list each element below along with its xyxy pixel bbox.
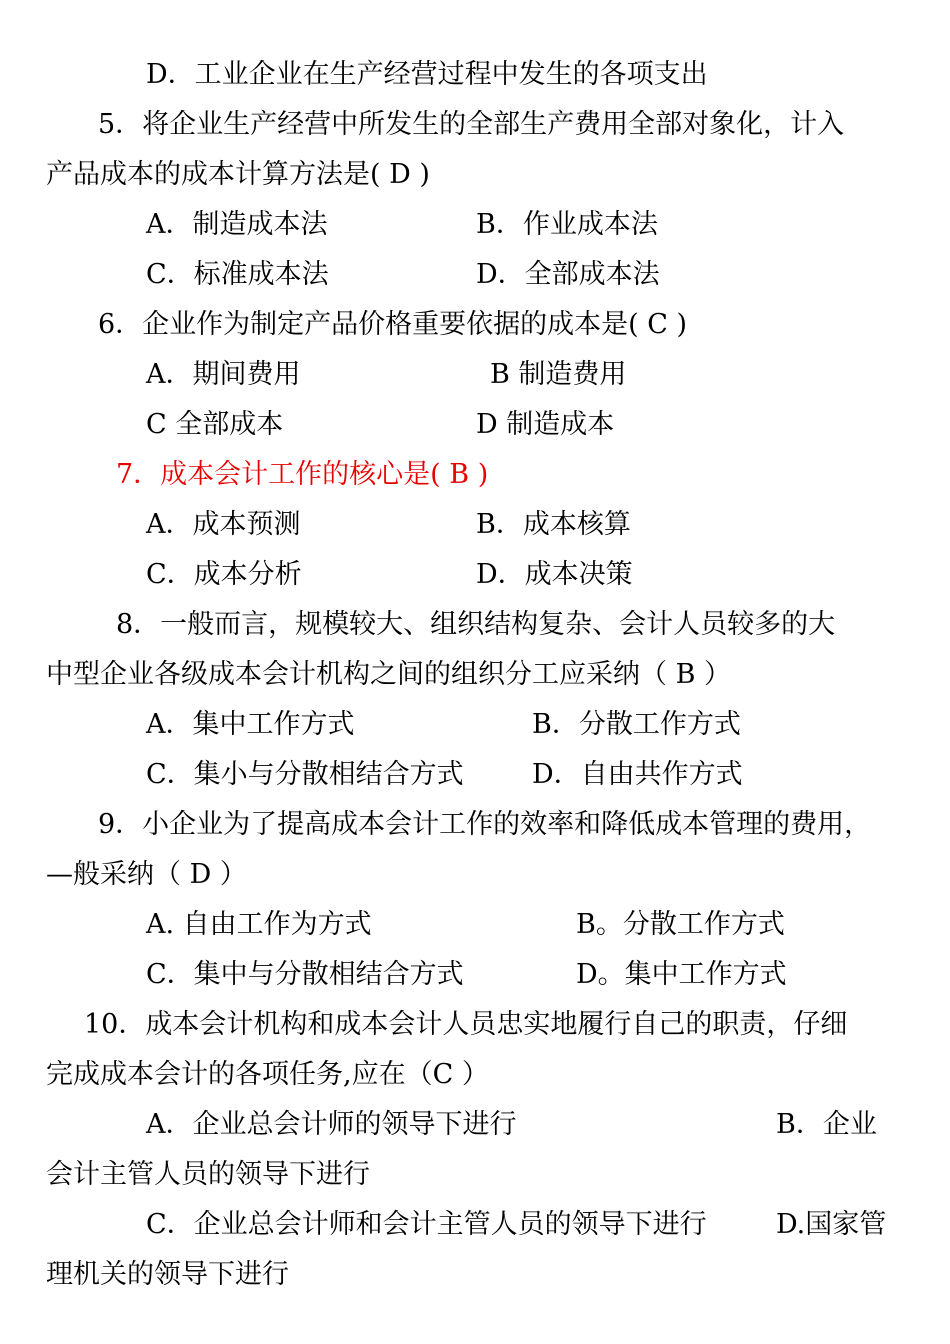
question-9-stem-line1: 9．小企业为了提高成本会计工作的效率和降低成本管理的费用， [98,809,872,840]
question-10-option-c: C．企业总会计师和会计主管人员的领导下进行 [146,1209,707,1240]
question-5-stem-line1: 5．将企业生产经营中所发生的全部生产费用全部对象化，计入 [98,109,845,140]
question-7-stem-line1: 7．成本会计工作的核心是( B ) [116,459,489,490]
question-10-option-b: B．企业 [776,1109,877,1140]
question-6-option-b: B 制造费用 [490,359,627,390]
question-7-option-d: D．成本决策 [476,559,633,590]
question-10-option-b-cont: 会计主管人员的领导下进行 [46,1159,370,1190]
question-6-option-d: D 制造成本 [476,409,615,440]
question-7-option-a: A．成本预测 [146,509,301,540]
question-8-option-d: D．自由共作方式 [532,759,743,790]
question-7-option-c: C．成本分析 [146,559,302,590]
question-5-option-a: A．制造成本法 [146,209,328,240]
question-6-option-a: A．期间费用 [146,359,301,390]
question-9-option-d: D。集中工作方式 [576,959,787,990]
question-7-option-b: B．成本核算 [476,509,631,540]
question-6-option-c: C 全部成本 [146,409,284,440]
question-5-option-d: D．全部成本法 [476,259,660,290]
question-8-option-b: B．分散工作方式 [532,709,741,740]
question-6-stem-line1: 6．企业作为制定产品价格重要依据的成本是( C ) [98,309,688,340]
question-5-stem-line2: 产品成本的成本计算方法是( D ) [46,159,430,190]
question-9-option-c: C．集中与分散相结合方式 [146,959,464,990]
question-8-stem-line1: 8．一般而言，规模较大、组织结构复杂、会计人员较多的大 [116,609,836,640]
question-8-option-c: C．集小与分散相结合方式 [146,759,464,790]
question-5-option-c: C．标准成本法 [146,259,329,290]
question-9-option-b: B。分散工作方式 [576,909,785,940]
question-8-stem-line2: 中型企业各级成本会计机构之间的组织分工应采纳（ B ） [46,659,732,690]
question-10-option-d: D.国家管 [776,1209,887,1240]
option-d-previous: D．工业企业在生产经营过程中发生的各项支出 [146,59,708,90]
question-10-stem-line1: 10．成本会计机构和成本会计人员忠实地履行自己的职责，仔细 [84,1009,848,1040]
question-9-stem-line2: —般采纳（ D ） [46,859,247,890]
question-5-option-b: B．作业成本法 [476,209,658,240]
question-8-option-a: A．集中工作方式 [146,709,355,740]
question-10-stem-line2: 完成成本会计的各项任务,应在（C ） [46,1059,489,1090]
question-9-option-a: A. 自由工作为方式 [146,909,372,940]
question-10-option-a: A．企业总会计师的领导下进行 [146,1109,517,1140]
question-10-option-d-cont: 理机关的领导下进行 [46,1259,289,1290]
